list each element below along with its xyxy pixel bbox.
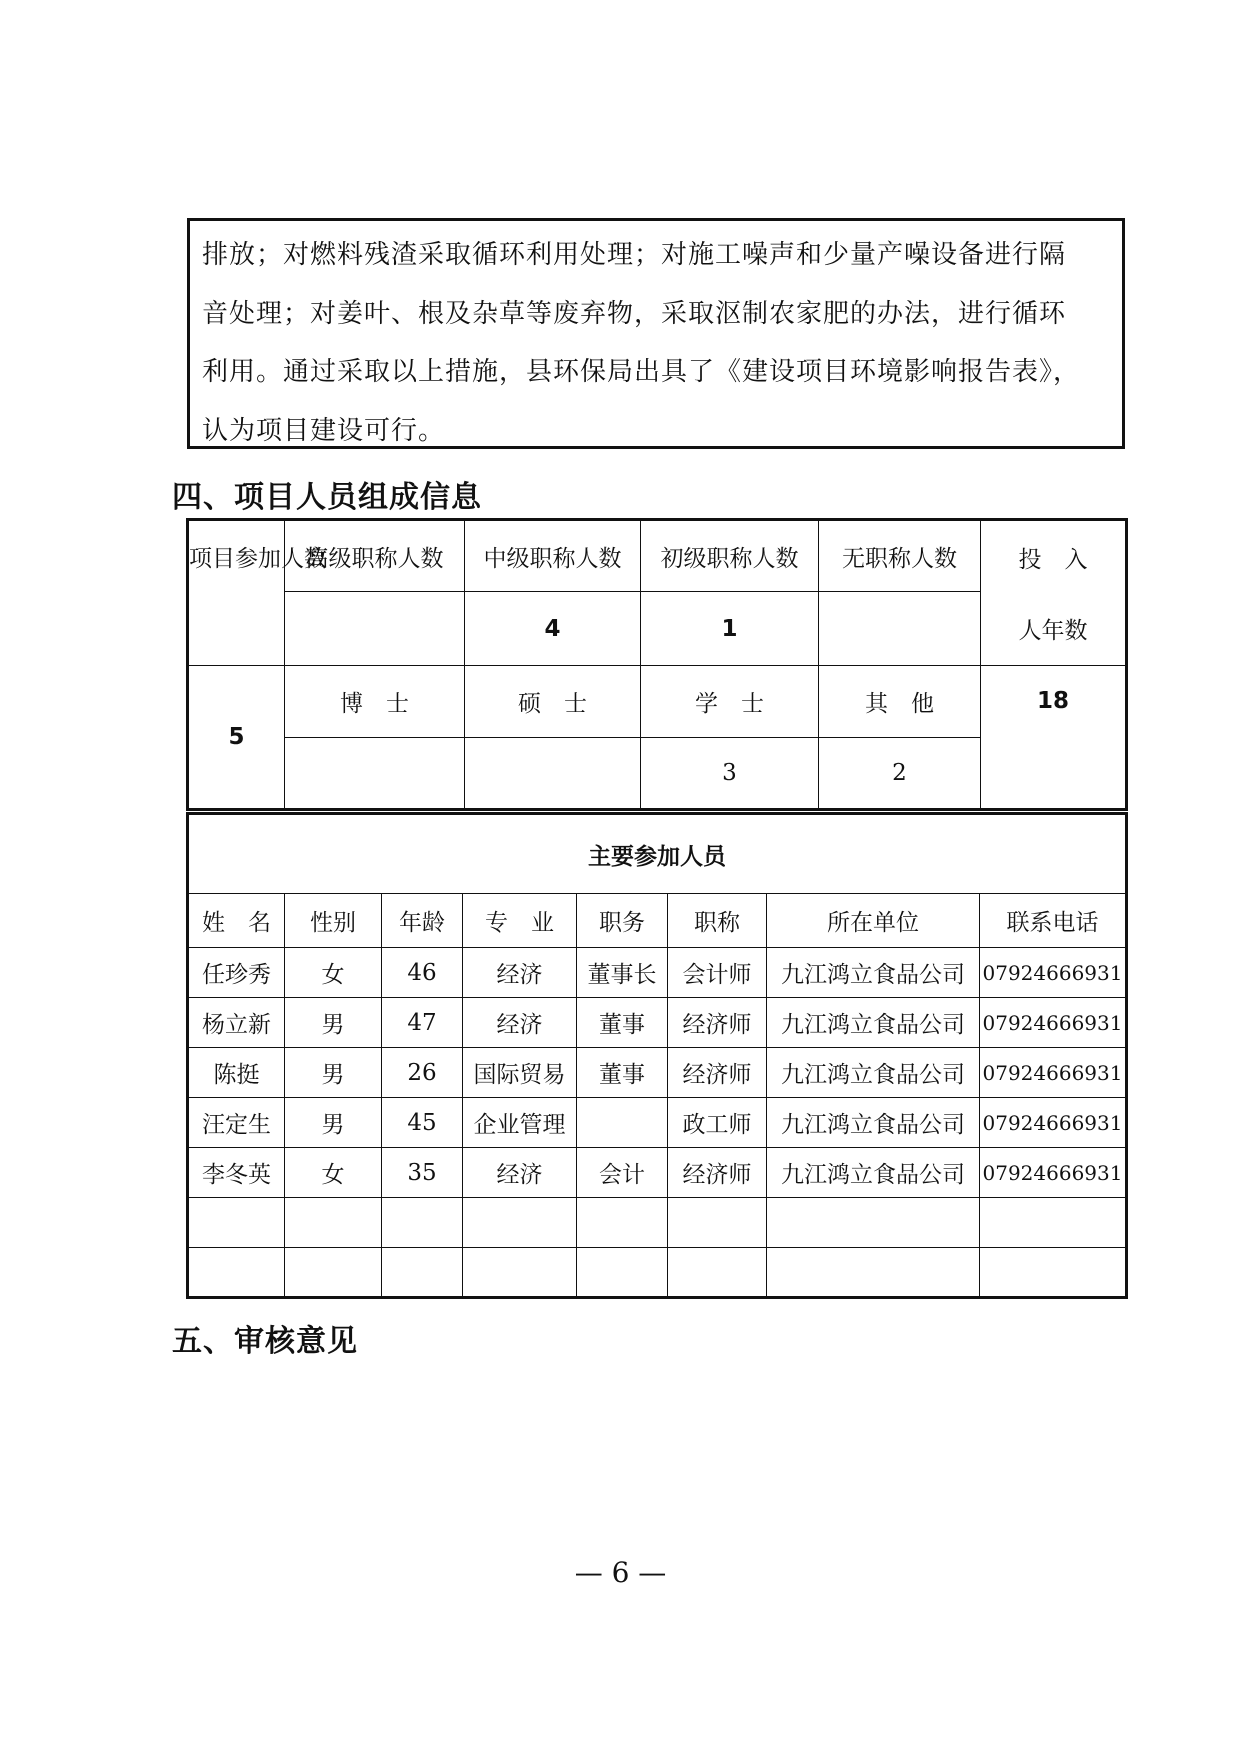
person-years-value: 18 [981,666,1127,810]
senior-title-header: 高级职称人数 [285,520,465,592]
other-degree-value: 2 [819,738,981,810]
doctor-value [285,738,465,810]
cell-major: 经济 [463,948,577,998]
cell-empty [668,1248,767,1298]
cell-phone: 07924666931 [980,948,1127,998]
junior-title-header: 初级职称人数 [641,520,819,592]
cell-empty [767,1198,980,1248]
cell-position [577,1098,668,1148]
cell-title: 政工师 [668,1098,767,1148]
cell-empty [767,1248,980,1298]
cell-empty [980,1198,1127,1248]
intermediate-title-value: 4 [465,592,641,666]
master-header: 硕 士 [465,666,641,738]
main-participants-title: 主要参加人员 [188,814,1127,894]
header-phone: 联系电话 [980,894,1127,948]
cell-age: 26 [382,1048,463,1098]
participants-label: 项目参加人数 [189,546,327,572]
cell-gender: 男 [285,998,382,1048]
person-years-label-2: 人年数 [1018,618,1088,644]
cell-age: 45 [382,1098,463,1148]
cell-phone: 07924666931 [980,1098,1127,1148]
participants-value: 5 [188,666,285,810]
page-number: — 6 — [574,1556,667,1589]
cell-gender: 女 [285,948,382,998]
header-gender: 性别 [285,894,382,948]
cell-title: 会计师 [668,948,767,998]
cell-empty [285,1248,382,1298]
intermediate-title-header: 中级职称人数 [465,520,641,592]
table-row [188,998,1127,1048]
cell-empty [668,1198,767,1248]
person-years-label-cell [981,520,1127,666]
cell-major: 经济 [463,998,577,1048]
cell-gender: 男 [285,1098,382,1148]
cell-phone: 07924666931 [980,1048,1127,1098]
cell-gender: 男 [285,1048,382,1098]
staff-summary-table [186,518,1128,811]
main-participants-table [186,812,1128,1299]
cell-position: 董事长 [577,948,668,998]
cell-empty [285,1198,382,1248]
cell-empty [577,1198,668,1248]
cell-title: 经济师 [668,1048,767,1098]
cell-name: 陈挺 [188,1048,285,1098]
table-row [188,948,1127,998]
cell-empty [188,1248,285,1298]
participants-label-cell [188,520,327,666]
other-degree-header: 其 他 [819,666,981,738]
cell-employer: 九江鸿立食品公司 [767,948,980,998]
header-position: 职务 [577,894,668,948]
header-employer: 所在单位 [767,894,980,948]
person-years-label-1: 投 入 [1018,547,1088,573]
cell-name: 李冬英 [188,1148,285,1198]
header-title: 职称 [668,894,767,948]
cell-empty [463,1248,577,1298]
no-title-value [819,592,981,666]
cell-phone: 07924666931 [980,1148,1127,1198]
cell-name: 汪定生 [188,1098,285,1148]
cell-position: 会计 [577,1148,668,1198]
cell-empty [382,1198,463,1248]
bachelor-header: 学 士 [641,666,819,738]
cell-major: 企业管理 [463,1098,577,1148]
header-age: 年龄 [382,894,463,948]
no-title-header: 无职称人数 [819,520,981,592]
cell-position: 董事 [577,1048,668,1098]
paragraph-line: 认为项目建设可行。 [202,415,446,446]
cell-age: 47 [382,998,463,1048]
table-row [188,1198,1127,1248]
project-description-box [187,218,1125,449]
table-row [188,1248,1127,1298]
cell-name: 杨立新 [188,998,285,1048]
cell-age: 46 [382,948,463,998]
cell-major: 经济 [463,1148,577,1198]
cell-empty [188,1198,285,1248]
cell-employer: 九江鸿立食品公司 [767,1048,980,1098]
cell-empty [463,1198,577,1248]
doctor-header: 博 士 [285,666,465,738]
table-row [188,1048,1127,1098]
section-4-heading: 四、项目人员组成信息 [172,480,482,515]
paragraph-line: 排放；对燃料残渣采取循环利用处理；对施工噪声和少量产噪设备进行隔 [202,240,1067,270]
paragraph-line: 音处理；对姜叶、根及杂草等废弃物，采取沤制农家肥的办法，进行循环 [202,298,1067,329]
cell-empty [382,1248,463,1298]
header-major: 专 业 [463,894,577,948]
table-row [188,1148,1127,1198]
section-5-heading: 五、审核意见 [172,1324,358,1359]
table-row [188,1098,1127,1148]
cell-position: 董事 [577,998,668,1048]
cell-employer: 九江鸿立食品公司 [767,1098,980,1148]
paragraph-line: 利用。通过采取以上措施，县环保局出具了《建设项目环境影响报告表》， [202,357,1081,387]
cell-employer: 九江鸿立食品公司 [767,998,980,1048]
bachelor-value: 3 [641,738,819,810]
cell-title: 经济师 [668,1148,767,1198]
cell-title: 经济师 [668,998,767,1048]
senior-title-value [285,592,465,666]
cell-phone: 07924666931 [980,998,1127,1048]
header-name: 姓 名 [188,894,285,948]
cell-major: 国际贸易 [463,1048,577,1098]
cell-name: 任珍秀 [188,948,285,998]
cell-age: 35 [382,1148,463,1198]
junior-title-value: 1 [641,592,819,666]
master-value [465,738,641,810]
cell-empty [577,1248,668,1298]
cell-employer: 九江鸿立食品公司 [767,1148,980,1198]
cell-empty [980,1248,1127,1298]
cell-gender: 女 [285,1148,382,1198]
